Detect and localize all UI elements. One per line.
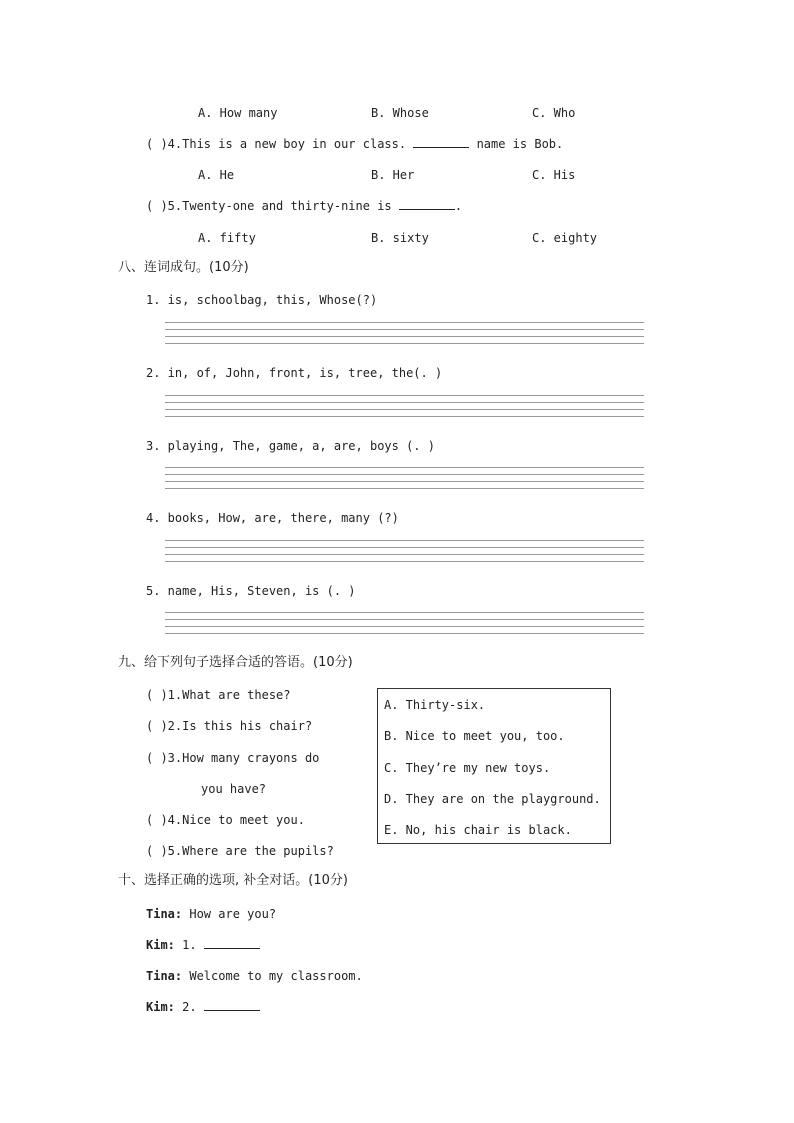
fill-blank[interactable] <box>204 999 260 1011</box>
option-b: B. Her <box>371 168 415 182</box>
fill-blank[interactable] <box>399 198 455 210</box>
dialogue-line-3 <box>146 968 363 984</box>
writing-lines-1[interactable] <box>165 322 644 350</box>
question-text: Twenty-one and thirty-nine is <box>182 199 392 213</box>
option-b: B. Whose <box>371 106 429 120</box>
speaker-name: Kim: <box>146 938 175 952</box>
option-a: A. He <box>198 168 235 182</box>
dialogue-text: Welcome to my classroom. <box>189 969 363 983</box>
section-10-title: 十、选择正确的选项, 补全对话。(10分) <box>118 873 348 888</box>
dialogue-text: 2. <box>182 1000 197 1014</box>
question-text: How many crayons do <box>182 751 320 765</box>
writing-lines-2[interactable] <box>165 395 644 423</box>
section-8-title: 八、连词成句。(10分) <box>118 260 249 275</box>
match-question-4 <box>146 812 305 828</box>
dialogue-line-4 <box>146 999 260 1015</box>
answer-paren[interactable]: ( )3. <box>146 751 183 765</box>
speaker-name: Tina: <box>146 907 183 921</box>
section-9-title: 九、给下列句子选择合适的答语。(10分) <box>118 655 353 670</box>
match-question-3-cont: you have? <box>201 782 267 796</box>
answer-paren[interactable]: ( )5. <box>146 199 183 213</box>
sentence-item-5: 5. name, His, Steven, is (. ) <box>146 584 356 598</box>
question-5 <box>146 198 462 214</box>
sentence-item-2: 2. in, of, John, front, is, tree, the(. ) <box>146 366 443 380</box>
writing-lines-5[interactable] <box>165 612 644 640</box>
question-text-end: name is Bob. <box>476 137 564 151</box>
question-text-end: . <box>454 199 463 213</box>
match-question-1 <box>146 687 291 703</box>
question-text: Is this his chair? <box>182 719 313 733</box>
dialogue-line-2 <box>146 937 260 953</box>
speaker-name: Tina: <box>146 969 183 983</box>
sentence-item-4: 4. books, How, are, there, many (?) <box>146 511 399 525</box>
fill-blank[interactable] <box>413 136 469 148</box>
answer-option-e: E. No, his chair is black. <box>384 823 572 837</box>
sentence-item-1: 1. is, schoolbag, this, Whose(?) <box>146 293 378 307</box>
answer-paren[interactable]: ( )2. <box>146 719 183 733</box>
writing-lines-3[interactable] <box>165 467 644 495</box>
dialogue-line-1 <box>146 906 276 922</box>
match-question-2 <box>146 718 312 734</box>
dialogue-text: How are you? <box>189 907 277 921</box>
answer-option-b: B. Nice to meet you, too. <box>384 729 565 743</box>
option-a: A. fifty <box>198 231 256 245</box>
match-question-5 <box>146 843 334 859</box>
writing-lines-4[interactable] <box>165 540 644 568</box>
question-4 <box>146 136 563 152</box>
option-c: C. Who <box>532 106 576 120</box>
match-question-3 <box>146 750 319 766</box>
fill-blank[interactable] <box>204 937 260 949</box>
question-text: What are these? <box>182 688 291 702</box>
answer-option-a: A. Thirty-six. <box>384 698 486 712</box>
option-a: A. How many <box>198 106 278 120</box>
answer-paren[interactable]: ( )4. <box>146 137 183 151</box>
dialogue-text: 1. <box>182 938 197 952</box>
option-c: C. His <box>532 168 576 182</box>
answer-option-c: C. They’re my new toys. <box>384 761 551 775</box>
option-b: B. sixty <box>371 231 429 245</box>
answer-option-d: D. They are on the playground. <box>384 792 601 806</box>
question-text: Nice to meet you. <box>182 813 305 827</box>
answer-paren[interactable]: ( )5. <box>146 844 183 858</box>
sentence-item-3: 3. playing, The, game, a, are, boys (. ) <box>146 439 435 453</box>
answer-paren[interactable]: ( )4. <box>146 813 183 827</box>
question-text: Where are the pupils? <box>182 844 334 858</box>
answer-paren[interactable]: ( )1. <box>146 688 183 702</box>
question-text: This is a new boy in our class. <box>182 137 407 151</box>
option-c: C. eighty <box>532 231 598 245</box>
speaker-name: Kim: <box>146 1000 175 1014</box>
